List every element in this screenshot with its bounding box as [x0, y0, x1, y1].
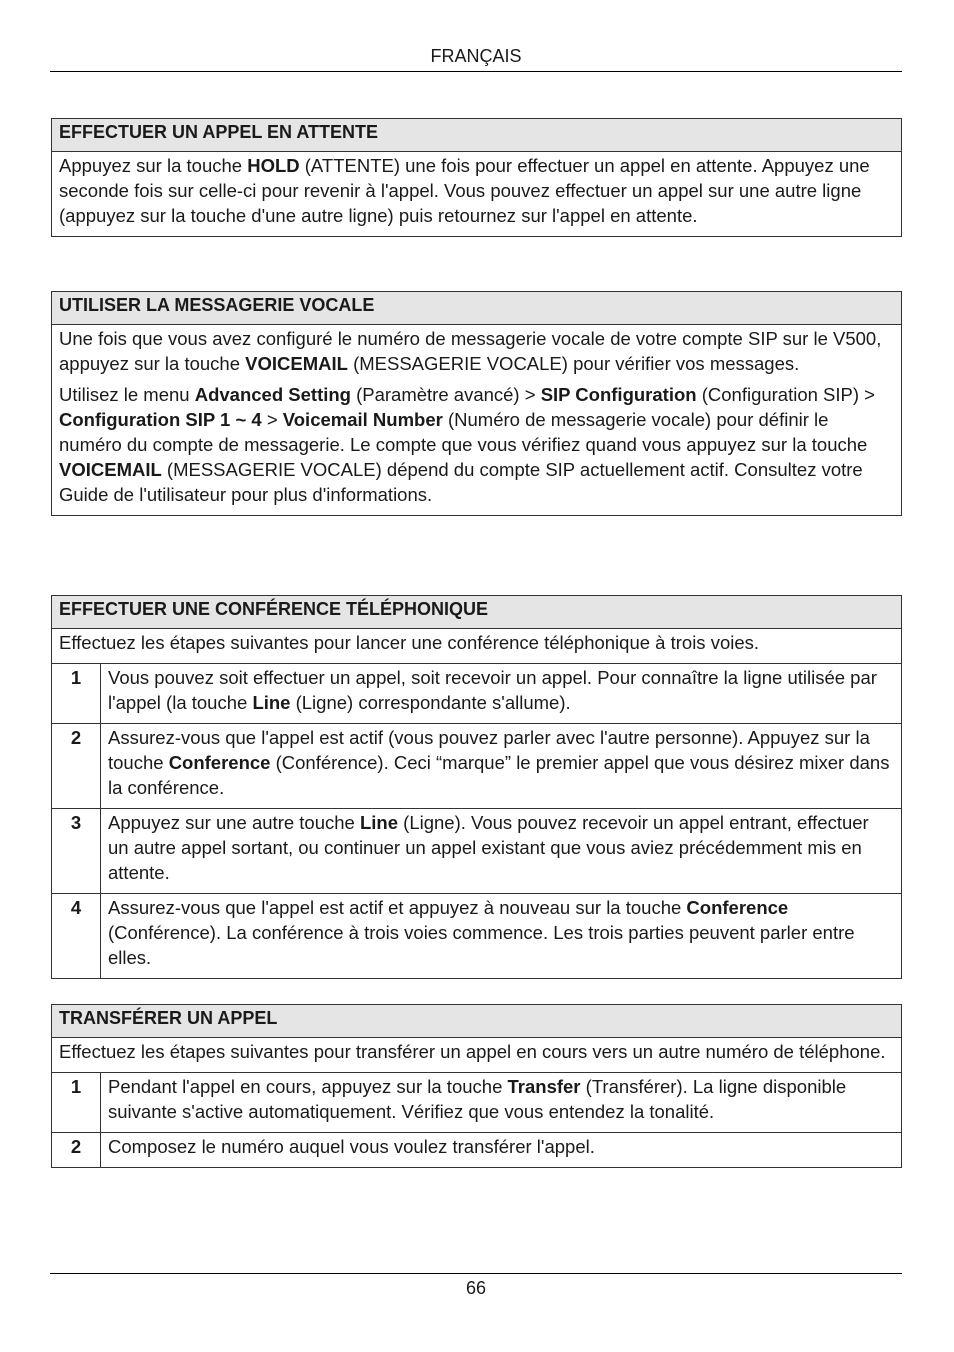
section-title: EFFECTUER UNE CONFÉRENCE TÉLÉPHONIQUE [52, 596, 901, 629]
step-number: 4 [52, 894, 101, 979]
table-row [52, 1073, 901, 1133]
paragraph: Une fois que vous avez configuré le numéro de messagerie vocale de votre compte SIP sur le V500, appuyez sur la touche VOICEMAIL (MESSAGERIE VOCALE) pour vérifier vos messages. [59, 328, 882, 374]
step-text: Pendant l'appel en cours, appuyez sur la touche Transfer (Transférer). La ligne disponible suivante s'active automatiquement. Vérifiez que vous entendez la tonalité. [101, 1073, 902, 1133]
section-title: UTILISER LA MESSAGERIE VOCALE [52, 292, 901, 325]
step-number: 3 [52, 809, 101, 894]
step-number: 2 [52, 724, 101, 809]
step-number: 1 [52, 664, 101, 724]
page-header [50, 44, 902, 72]
section-voicemail [51, 291, 902, 516]
section-intro: Effectuez les étapes suivantes pour lancer une conférence téléphonique à trois voies. [59, 632, 760, 653]
section-title: TRANSFÉRER UN APPEL [52, 1005, 901, 1038]
paragraph: Appuyez sur la touche HOLD (ATTENTE) une fois pour effectuer un appel en attente. Appuyez une seconde fois sur celle-ci pour revenir à l'appel. Vous pouvez effectuer un appel sur une autre ligne (appuyez sur la touche d'une autre ligne) puis retournez sur l'appel en attente. [59, 155, 870, 226]
step-text: Vous pouvez soit effectuer un appel, soit recevoir un appel. Pour connaître la ligne utilisée par l'appel (la touche Line (Ligne) correspondante s'allume). [101, 664, 902, 724]
steps-table [52, 663, 901, 978]
step-text: Composez le numéro auquel vous voulez transférer l'appel. [101, 1133, 902, 1168]
steps-table [52, 1072, 901, 1167]
table-row [52, 664, 901, 724]
step-text: Assurez-vous que l'appel est actif et appuyez à nouveau sur la touche Conference (Conférence). La conférence à trois voies commence. Les trois parties peuvent parler entre elles. [101, 894, 902, 979]
section-transfer [51, 1004, 902, 1168]
table-row [52, 724, 901, 809]
table-row [52, 809, 901, 894]
language-label: FRANÇAIS [430, 46, 522, 66]
section-body [52, 325, 901, 515]
step-number: 2 [52, 1133, 101, 1168]
step-text: Appuyez sur une autre touche Line (Ligne). Vous pouvez recevoir un appel entrant, effectuer un autre appel sortant, ou continuer un appel existant que vous aviez précédemment mis en attente. [101, 809, 902, 894]
section-title: EFFECTUER UN APPEL EN ATTENTE [52, 119, 901, 152]
section-hold [51, 118, 902, 237]
step-text: Assurez-vous que l'appel est actif (vous pouvez parler avec l'autre personne). Appuyez sur la touche Conference (Conférence). Ceci “marque” le premier appel que vous désirez mixer dans la conférence. [101, 724, 902, 809]
table-row [52, 1133, 901, 1168]
page-footer [50, 1273, 902, 1299]
section-intro: Effectuez les étapes suivantes pour transférer un appel en cours vers un autre numéro de téléphone. [59, 1041, 886, 1062]
page-number: 66 [465, 1278, 487, 1298]
paragraph: Utilisez le menu Advanced Setting (Paramètre avancé) > SIP Configuration (Configuration SIP) > Configuration SIP 1 ~ 4 > Voicemail Number (Numéro de messagerie vocale) pour définir le numéro du compte de messagerie. Le compte que vous vérifiez quand vous appuyez sur la touche VOICEMAIL (MESSAGERIE VOCALE) dépend du compte SIP actuellement actif. Consultez votre Guide de l'utilisateur pour plus d'informations. [59, 384, 875, 505]
step-number: 1 [52, 1073, 101, 1133]
table-row [52, 894, 901, 979]
section-conference [51, 595, 902, 979]
section-body [52, 152, 901, 236]
